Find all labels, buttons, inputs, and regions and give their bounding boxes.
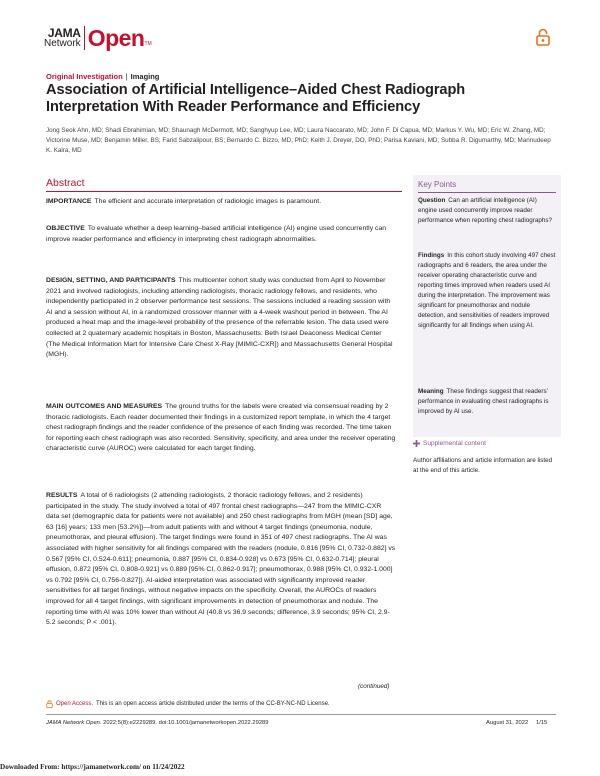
- footer-divider: [46, 714, 556, 715]
- article-section[interactable]: Original Investigation: [46, 72, 123, 81]
- article-type-label: Original Investigation | Imaging: [46, 72, 160, 81]
- logo-network-text: Network: [44, 38, 81, 49]
- plus-icon: [413, 440, 420, 447]
- key-points-divider: [418, 192, 556, 193]
- abstract-importance: IMPORTANCE The efficient and accurate interpretation of radiologic images is paramount.: [46, 198, 322, 205]
- footer-citation: JAMA Network Open. 2022;5(8):e2229289. doi:10.1001/jamanetworkopen.2022.29289: [46, 720, 269, 726]
- abstract-outcomes: MAIN OUTCOMES AND MEASURES The ground truths for the labels were created via consensual reading by 2 thoracic radiologists. Each reader documented their findings in a customized report template, in which the 4 target chest radiograph findings and the reader confidence of the presence of each finding was recorded. The time taken for reporting each chest radiograph was also recorded. Sensitivity, specificity, and area under the receiver operating characteristic curve (AUROC) were calculated for each target finding.: [46, 403, 396, 453]
- key-points-question: Question Can an artificial intelligence (AI) engine used concurrently improve reader performance when reporting chest radiographs?: [418, 197, 553, 224]
- open-access-notice: Open Access. This is an open access article distributed under the terms of the CC-BY-NC-ND License.: [46, 700, 330, 708]
- key-points-box: [413, 175, 561, 437]
- open-access-icon: [46, 700, 53, 708]
- key-points-heading: Key Points: [418, 180, 457, 189]
- footer-page-number: 1/15: [536, 720, 548, 726]
- continued-note: (continued): [358, 683, 390, 690]
- affiliations-note: Author affiliations and article information are listed at the end of this article.: [413, 457, 553, 474]
- author-list: Jong Seok Ahn, MD; Shadi Ebrahimian, MD; Shaunagh McDermott, MD; Sanghyup Lee, MD; Laura Naccarato, MD; John F. Di Capua, MD; Markus Y. Wu, MD; Eric W. Zhang, MD; Victorine Muse, MD; Benjamin Miller, BS; Farid Sabzalipour, BS; Bernardo C. Bizzo, MD, PhD; Keith J. Dreyer, DO, PhD; Parisa Kaviani, MD; Subba R. Digumarthy, MD; Mannudeep K. Kalra, MD: [46, 127, 551, 154]
- logo-trademark: TM: [144, 41, 152, 47]
- abstract-divider: [46, 191, 402, 192]
- logo-divider: [84, 26, 85, 50]
- abstract-results: RESULTS A total of 6 radiologists (2 attending radiologists, 2 thoracic radiology fellows, and 2 residents) participated in the study. The study involved a total of 497 frontal chest radiographs—247 from the MIMIC-CXR data set (demographic data for patients were not available) and 250 chest radiographs from MGH (mean [SD] age, 63 [16] years; 133 men [53.2%])—from adult patients with and without 4 target findings (pneumonia, nodule, pneumothorax, and pleural effusion). The target findings were found in 351 of 497 chest radiographs. The AI was associated with higher sensitivity for all findings compared with the readers (nodule, 0.816 [95% CI, 0.732-0.882] vs 0.567 [95% CI, 0.524-0.611]; pneumonia, 0.887 [95% CI, 0.834-0.928] vs 0.673 [95% CI, 0.632-0.714]; pleural effusion, 0.872 [95% CI, 0.808-0.921] vs 0.889 [95% CI, 0.862-0.917]; pneumothorax, 0.988 [95% CI, 0.932-1.000] vs 0.792 [95% CI, 0.756-0.827]). AI-aided interpretation was associated with significantly improved reader sensitivities for all target findings, without negative impacts on the specificity. Overall, the AUROCs of readers improved for all 4 target findings, with significant improvements in detection of pneumothorax and nodule. The reporting time with AI was 10% lower than without AI (40.8 vs 36.9 seconds; difference, 3.9 seconds; 95% CI, 2.9-5.2 seconds; P < .001).: [46, 492, 396, 627]
- abstract-heading: Abstract: [46, 177, 85, 189]
- abstract-objective: OBJECTIVE To evaluate whether a deep learning–based artificial intelligence (AI) engine used concurrently can improve reader performance and efficiency in interpreting chest radiograph abnormalities.: [46, 225, 387, 243]
- key-points-findings: Findings In this cohort study involving 497 chest radiographs and 6 readers, the area under the receiver operating characteristic curve and reporting times improved when readers used AI during the interpretation. The improvement was significant for pneumothorax and nodule detection, and sensitivities of readers improved significantly for all findings when using AI.: [418, 252, 556, 329]
- download-watermark: Downloaded From: https://jamanetwork.com/ on 11/24/2022: [0, 763, 185, 771]
- logo-open-text: Open: [87, 24, 145, 51]
- jama-network-open-logo[interactable]: [44, 26, 152, 50]
- logo-jama-text: JAMA: [47, 26, 81, 40]
- open-access-label[interactable]: Open Access.: [56, 701, 94, 707]
- supplemental-content-link[interactable]: Supplemental content: [413, 440, 486, 447]
- article-topic[interactable]: Imaging: [130, 72, 160, 81]
- abstract-design: DESIGN, SETTING, AND PARTICIPANTS This multicenter cohort study was conducted from April to November 2021 and involved radiologists, including attending radiologists, thoracic radiology fellows, and residents, who independently participated in 2 observer performance test sessions. The sessions included a reading session with AI and a session without AI, in a randomized crossover manner with a 4-week washout period in between. The AI produced a heat map and the image-level probability of the presence of the referrable lesion. The data used were collected at 2 quaternary academic hospitals in Boston, Massachusetts: Beth Israel Deaconess Medical Center (The Medical Information Mart for Intensive Care Chest X-Ray [MIMIC-CXR]) and Massachusetts General Hospital (MGH).: [46, 277, 393, 359]
- open-access-lock-icon: [536, 28, 550, 46]
- footer-date: August 31, 2022: [486, 720, 529, 726]
- key-points-meaning: Meaning These findings suggest that readers’ performance in evaluating chest radiographs is improved by AI use.: [418, 388, 549, 415]
- article-title: Association of Artificial Intelligence–Aided Chest Radiograph Interpretation With Reader Performance and Efficiency: [46, 82, 466, 115]
